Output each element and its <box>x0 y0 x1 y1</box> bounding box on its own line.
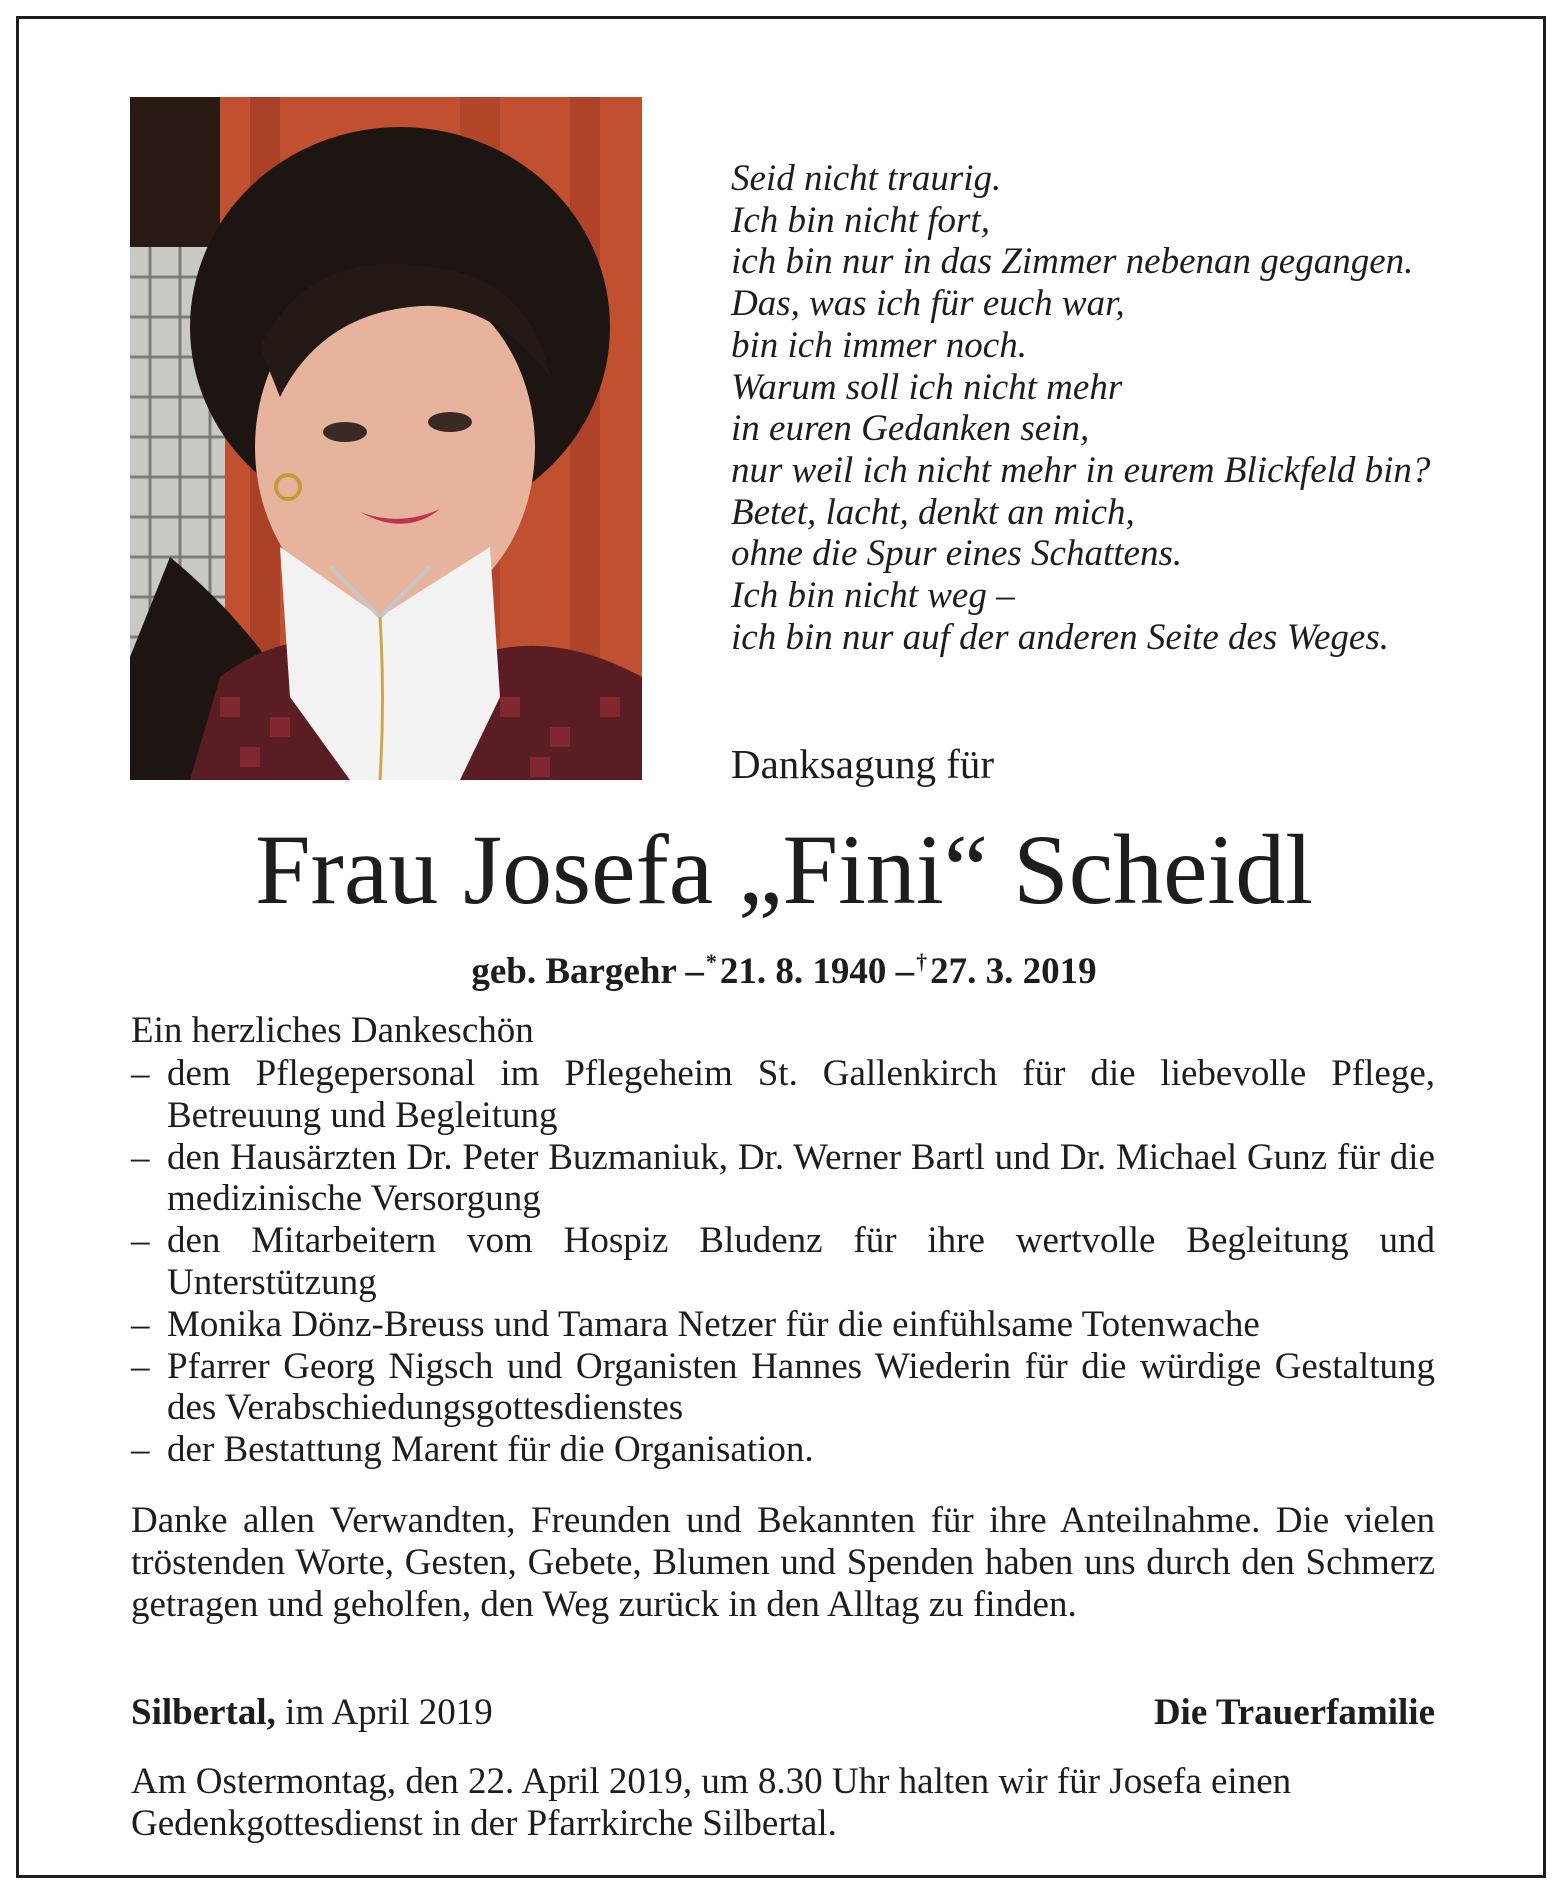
thanks-intro: Ein herzliches Dankeschön <box>131 1010 534 1051</box>
list-item: – den Mitarbeitern vom Hospiz Bludenz für ihre wertvolle Begleitung und Unterstützung <box>131 1220 1435 1304</box>
poem-line: Warum soll ich nicht mehr <box>731 366 1123 408</box>
list-item: – dem Pflegepersonal im Pflegeheim St. Gallenkirch für die liebevolle Pflege, Betreuung und Begleitung <box>131 1053 1435 1137</box>
poem-line: in euren Gedanken sein, <box>731 408 1090 450</box>
poem-line: Seid nicht traurig. <box>731 158 1002 199</box>
poem-line: nur weil ich nicht mehr in eurem Blickfeld bin? <box>731 449 1431 491</box>
birth-date: 21. 8. 1940 – <box>719 951 915 992</box>
list-item: – den Hausärzten Dr. Peter Buzmaniuk, Dr. Werner Bartl und Dr. Michael Gunz für die medizinische Versorgung <box>131 1137 1435 1221</box>
maiden-name: geb. Bargehr – <box>471 951 704 992</box>
closing-paragraph: Danke allen Verwandten, Freunden und Bekannten für ihre Anteilnahme. Die vielen tröstenden Worte, Gesten, Gebete, Blumen und Spenden haben uns durch den Schmerz getragen und geholfen, den Weg zurück in den Alltag zu finden. <box>131 1500 1435 1625</box>
signature-place: Silbertal, <box>131 1692 276 1733</box>
poem-line: Ich bin nicht weg – <box>731 575 1015 617</box>
signature-row <box>131 1691 1435 1735</box>
death-symbol: † <box>916 949 928 974</box>
list-item: – Monika Dönz-Breuss und Tamara Netzer für die einfühlsame Totenwache <box>131 1304 1435 1346</box>
poem-line: Betet, lacht, denkt an mich, <box>731 491 1135 533</box>
poem-line: ich bin nur in das Zimmer nebenan gegangen. <box>731 241 1414 283</box>
deceased-name: Frau Josefa „Fini“ Scheidl <box>254 814 1314 925</box>
list-item: – der Bestattung Marent für die Organisation. <box>131 1429 1435 1471</box>
portrait-photo <box>130 97 642 780</box>
birth-symbol: * <box>705 949 717 974</box>
poem-line: ich bin nur auf der anderen Seite des Weges. <box>731 616 1389 658</box>
signature-family: Die Trauerfamilie <box>1153 1692 1435 1733</box>
poem-line: Das, was ich für euch war, <box>731 283 1125 325</box>
memorial-service-note: Am Ostermontag, den 22. April 2019, um 8.30 Uhr halten wir für Josefa einen Gedenkgottesdienst in der Pfarrkirche Silbertal. <box>131 1761 1292 1844</box>
life-dates <box>0 939 1568 995</box>
list-item: – Pfarrer Georg Nigsch und Organisten Hannes Wiederin für die würdige Gestaltung des Verabschiedungsgottesdienstes <box>131 1346 1435 1430</box>
poem <box>731 158 1511 658</box>
poem-line: ohne die Spur eines Schattens. <box>731 533 1183 575</box>
poem-line: Ich bin nicht fort, <box>731 199 990 241</box>
signature-date: im April 2019 <box>275 1692 493 1733</box>
death-date: 27. 3. 2019 <box>930 951 1097 992</box>
thanks-list <box>131 1053 1435 1471</box>
poem-line: bin ich immer noch. <box>731 324 1027 366</box>
thanks-for-label: Danksagung für <box>731 741 995 787</box>
